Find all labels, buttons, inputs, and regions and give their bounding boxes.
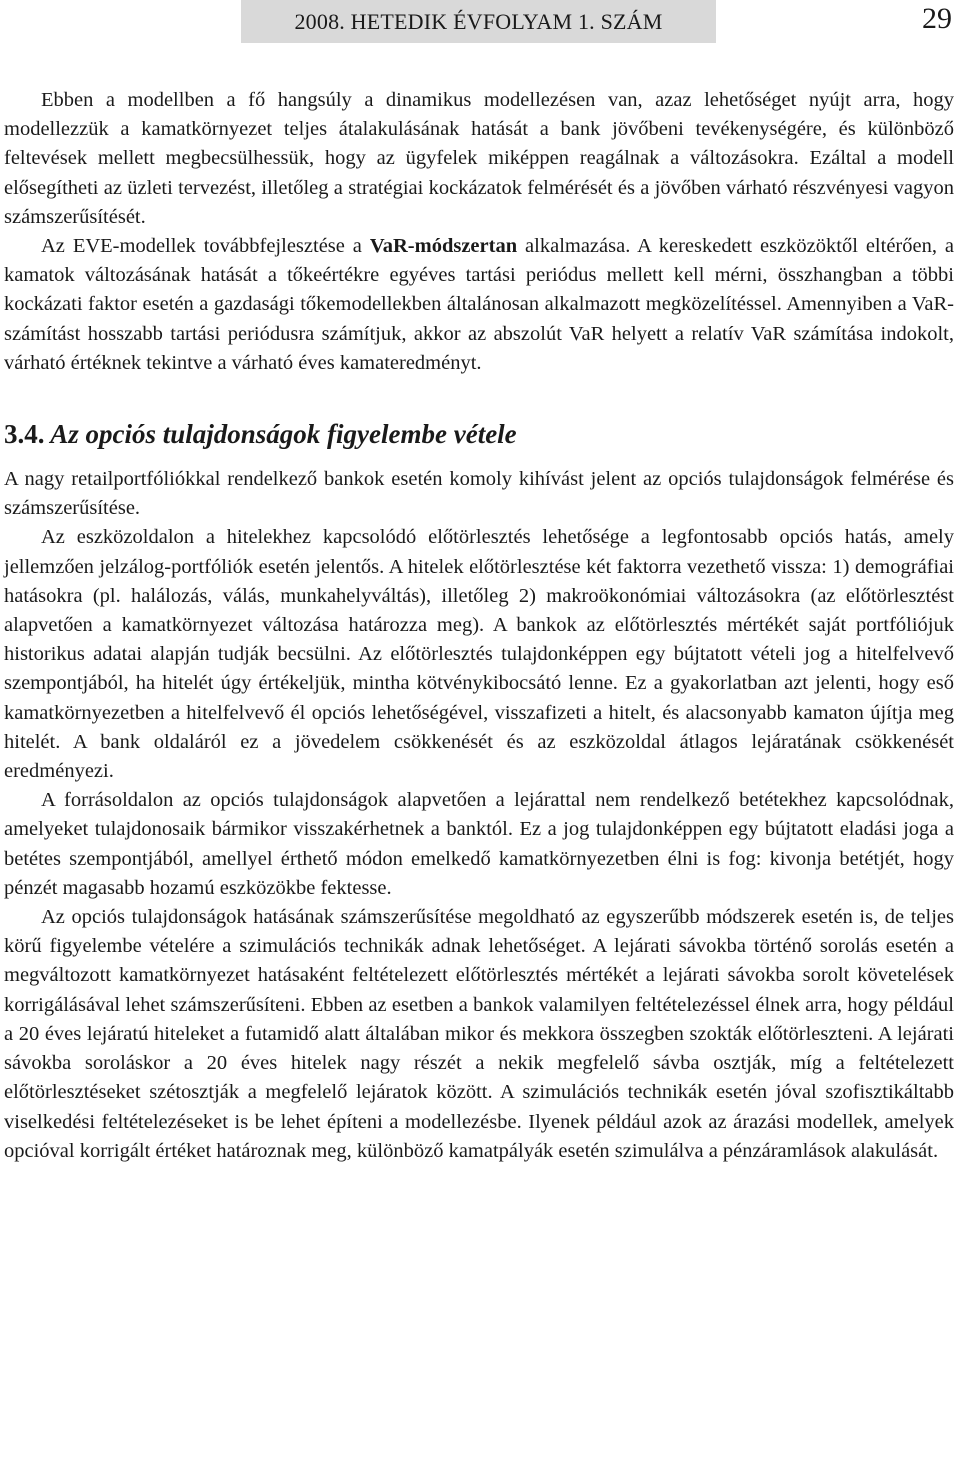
var-paragraph-text-before: Az EVE-modellek továbbfejlesztése a <box>41 235 370 258</box>
section-title: Az opciós tulajdonságok figyelembe vétele <box>44 419 517 450</box>
journal-issue-label: 2008. HETEDIK ÉVFOLYAM 1. SZÁM <box>294 8 663 34</box>
page-number: 29 <box>922 2 952 35</box>
running-header <box>241 0 716 43</box>
article-body <box>4 86 954 1166</box>
var-method-term: VaR-módszertan <box>369 235 518 258</box>
var-paragraph-text-after: alkalmazása. A kereskedett eszközöktől eltérően, a kamatok változásának hatását a tőkeértékre egyéves tartási periódus mellett kell mérni, összhangban a többi kockázati faktor esetén a gazdasági tőkemodellekben általánosan alkalmazott megközelítéssel. Amennyiben a VaR-számítást hosszabb tartási periódusra számítjuk, akkor az abszolút VaR helyett a relatív VaR számítása indokolt, várható értéknek tekintve a várható éves kamateredményt. <box>4 235 954 374</box>
body-paragraph: A nagy retailportfóliókkal rendelkező bankok esetén komoly kihívást jelent az opciós tulajdonságok felmérése és számszerűsítése. <box>4 468 954 520</box>
body-paragraph: Az eszközoldalon a hitelekhez kapcsolódó előtörlesztés lehetősége a legfontosabb opciós hatás, amely jellemzően jelzálog-portfóliók esetén jelentős. A hitelek előtörlesztése két faktorra vezethető vissza: 1) demográfiai hatásokra (pl. halálozás, válás, munkahelyváltás), illetőleg 2) makroökonómiai változásokra (az előtörlesztést alapvetően a kamatkörnyezet változása határozza meg). A bankok az előtörlesztés mértékét saját portfóliójuk historikus adatai alapján tudják becsülni. Az előtörlesztés tulajdonképpen egy bújtatott vételi jog a hitelfelvevő szempontjából, ha hitelét úgy értékeljük, mintha kötvénykibocsátó lenne. Ez a gyakorlatban azt jelenti, hogy eső kamatkörnyezetben a hitelfelvevő él opciós lehetőségével, visszafizeti a hitelt, és alacsonyabb kamaton újítja meg hitelét. A bank oldaláról ez a jövedelem csökkenését és az eszközoldal átlagos lejáratának csökkenését eredményezi. <box>4 526 954 783</box>
body-paragraph: A forrásoldalon az opciós tulajdonságok alapvetően a lejárattal nem rendelkező betétekhez kapcsolódnak, amelyeket tulajdonosaik bármikor visszakérhetnek a banktól. Ez a jog tulajdonképpen egy bújtatott eladási joga a betétes szempontjából, amellyel érthető módon emelkedő kamatkörnyezetben élni is fog: kivonja betétjét, hogy pénzét magasabb hozamú eszközökbe fektesse. <box>4 789 954 899</box>
body-paragraph: Ebben a modellben a fő hangsúly a dinamikus modellezésen van, azaz lehetőséget nyújt arra, hogy modellezzük a kamatkörnyezet teljes átalakulásának hatását a bank jövőbeni tevékenységére, és különböző feltevések mellett megbecsülhessük, hogy az ügyfelek miképpen reagálnak a változásokra. Ezáltal a modell elősegítheti az üzleti tervezést, illetőleg a stratégiai kockázatok felmérését és a jövőben várható részvényesi vagyon számszerűsítését. <box>4 89 954 228</box>
body-paragraph: Az opciós tulajdonságok hatásának számszerűsítése megoldható az egyszerűbb módszerek esetén is, de teljes körű figyelembe vételére a szimulációs technikák adnak lehetőséget. A lejárati sávokba történő sorolás esetén a megváltozott kamatkörnyezet hatásaként feltételezett előtörlesztés mértékét a lejárati sávokba sorolt követelések korrigálásával lehet számszerűsíteni. Ebben az esetben a bankok valamilyen feltételezéssel élnek arra, hogy például a 20 éves lejáratú hiteleket a futamidő alatt általában mikor és mekkora összegben szokták előtörleszteni. A lejárati sávokba soroláskor a 20 éves hitelek nagy részét a nekik megfelelő sávba osztják, míg a feltételezett előtörlesztéseket szétosztják a megfelelő lejáratok között. A szimulációs technikák esetén jóval szofisztikáltabb viselkedési feltételezéseket is be lehet építeni a modellezésbe. Ilyenek például azok az árazási modellek, amelyek opcióval korrigált értéket határoznak meg, különböző kamatpályák esetén szimulálva a pénzáramlások alakulását. <box>4 906 954 1162</box>
var-paragraph <box>4 232 954 378</box>
section-heading <box>4 418 954 450</box>
section-number: 3.4. <box>4 419 45 450</box>
